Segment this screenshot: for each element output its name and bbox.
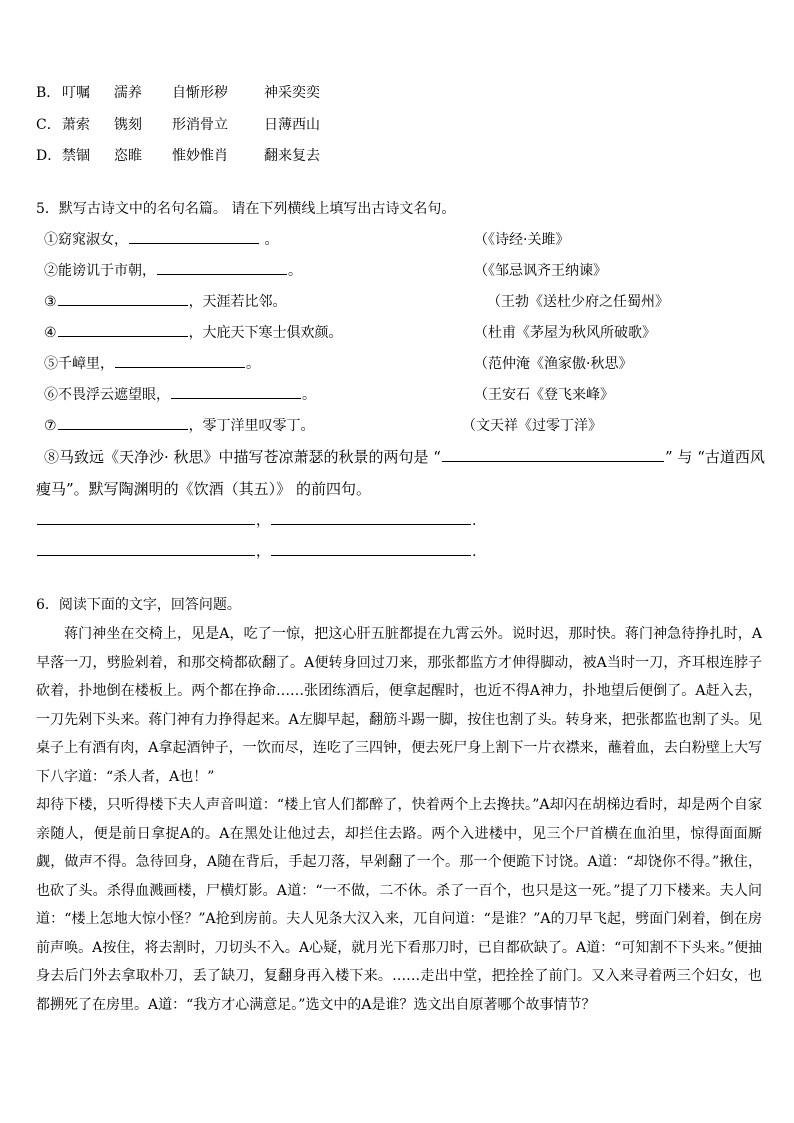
fill-item-source: （王安石《登飞来峰》 <box>474 387 614 403</box>
fill-item-suffix: 。 <box>302 387 316 403</box>
fill-item-prefix: ⑧马致远《天净沙· 秋思》中描写苍凉萧瑟的秋景的两句是 “ <box>44 448 441 466</box>
fill-item-suffix: 。 <box>288 263 302 279</box>
fill-item-suffix: ，天涯若比邻。 <box>188 294 287 310</box>
answer-blank[interactable] <box>58 416 188 430</box>
answer-blank[interactable] <box>157 261 287 275</box>
answer-blank[interactable] <box>271 511 471 525</box>
answer-line <box>36 510 476 530</box>
fill-item-prefix: ⑥不畏浮云遮望眼， <box>44 387 170 403</box>
option-word: 神采奕奕 <box>264 85 320 101</box>
fill-item-7 <box>44 415 315 435</box>
fill-item-6 <box>44 384 316 404</box>
answer-blank[interactable] <box>171 385 301 399</box>
answer-blank[interactable] <box>37 511 255 525</box>
fill-item-suffix: 。 <box>260 232 279 248</box>
fill-item-8 <box>44 446 765 467</box>
fill-item-5 <box>44 353 260 373</box>
option-word: 日薄西山 <box>264 117 320 133</box>
option-b <box>36 82 356 102</box>
blank-separator: ， <box>256 544 270 560</box>
fill-item-prefix: ④ <box>44 325 57 341</box>
blank-end: . <box>472 513 477 529</box>
fill-item-source: （范仲淹《渔家傲·秋思》 <box>474 356 633 372</box>
fill-item-suffix: ，零丁洋里叹零丁。 <box>188 418 315 434</box>
option-c <box>36 114 356 134</box>
option-word: 恣睢 <box>114 148 142 164</box>
fill-item-source: （文天祥《过零丁洋》 <box>462 418 602 434</box>
option-word: 镌刻 <box>114 117 142 133</box>
option-word: 叮嘱 <box>62 85 90 101</box>
fill-item-suffix: ” 与 “古道西风 <box>664 448 765 466</box>
fill-item-suffix: 。 <box>246 356 260 372</box>
fill-item-prefix: ②能谤讥于市朝， <box>44 263 156 279</box>
passage-paragraph: 蒋门神坐在交椅上，见是A，吃了一惊，把这心肝五脏都提在九霄云外。说时迟，那时快。蒋门神急待挣扎时，A早落一刀，劈脸剁着，和那交椅都砍翻了。A便转身回过刀来，那张都监方才伸得脚动，被A当时一刀，齐耳根连脖子砍着，扑地倒在楼板上。两个都在挣命……张团练酒后，便拿起醒时，也近不得A神力，扑地望后便倒了。A赶入去，一刀先剁下头来。蒋门神有力挣得起来。A左脚早起，翻筋斗踢一脚，按住也割了头。转身来，把张都监也割了头。见桌子上有酒有肉，A拿起酒钟子，一饮而尽，连吃了三四钟，便去死尸身上割下一片衣襟来，蘸着血，去白粉壁上大写下八字道：“杀人者，A也！” <box>36 626 762 785</box>
option-word: 形消骨立 <box>172 117 228 133</box>
option-label: D． <box>36 148 62 164</box>
fill-item-source: （王勃《送杜少府之任蜀州》 <box>487 294 669 310</box>
option-d <box>36 145 356 165</box>
question-5-title: 5．默写古诗文中的名句名篇。 请在下列横线上填写出古诗文名句。 <box>36 201 456 217</box>
answer-blank[interactable] <box>129 230 259 244</box>
fill-item-source: （《诗经·关雎》 <box>474 232 570 248</box>
fill-item-prefix: ⑦ <box>44 418 57 434</box>
option-word: 自惭形秽 <box>172 85 228 101</box>
answer-blank[interactable] <box>271 542 471 556</box>
blank-separator: ， <box>256 513 270 529</box>
fill-item-prefix: ③ <box>44 294 57 310</box>
question-prompt: 选文中的A是谁？选文出自原著哪个故事情节？ <box>305 996 596 1013</box>
answer-blank[interactable] <box>115 354 245 368</box>
blank-end: . <box>472 544 477 560</box>
fill-item-source: （杜甫《茅屋为秋风所破歌》 <box>474 325 656 341</box>
option-word: 翻来复去 <box>264 148 320 164</box>
option-word: 禁锢 <box>62 148 90 164</box>
passage-text: 却待下楼，只听得楼下夫人声音叫道：“楼上官人们都醉了，快着两个上去搀扶。”A却闪在胡梯边看时，却是两个自家亲随人，便是前日拿捉A的。A在黑处让他过去，却拦住去路。两个入进楼中，见三个尸首横在血泊里，惊得面面厮觑，做声不得。急待回身，A随在背后，手起刀落，早剁翻了一个。那一个便跪下讨饶。A道：“却饶你不得。”揪住，也砍了头。杀得血溅画楼，尸横灯影。A道：“一不做，二不休。杀了一百个，也只是这一死。”提了刀下楼来。夫人问道：“楼上怎地大惊小怪？”A抢到房前。夫人见条大汉入来，兀自问道：“是谁？”A的刀早飞起，劈面门剁着，倒在房前声唤。A按住，将去割时，刀切头不入。A心疑，就月光下看那刀时，已自都砍缺了。A道：“可知割不下头来。”便抽身去后门外去拿取朴刀，丢了缺刀，复翻身再入楼下来。……走出中堂，把拴拴了前门。又入来寻着两三个妇女，也都搠死了在房里。A道：“我方才心满意足。” <box>36 797 762 1013</box>
question-6-title: 6．阅读下面的文字，回答问题。 <box>36 597 241 613</box>
fill-item-1 <box>44 229 278 249</box>
answer-blank[interactable] <box>58 292 188 306</box>
answer-blank[interactable] <box>442 448 664 462</box>
option-word: 濡养 <box>114 85 142 101</box>
option-label: C． <box>36 117 61 133</box>
answer-line <box>36 541 476 561</box>
fill-item-suffix: ，大庇天下寒士俱欢颜。 <box>188 325 343 341</box>
passage-paragraph <box>36 791 762 1019</box>
fill-item-4 <box>44 322 343 342</box>
answer-blank[interactable] <box>58 323 188 337</box>
fill-item-prefix: ①窈窕淑女， <box>44 232 128 248</box>
option-label: B． <box>36 85 61 101</box>
fill-item-8-continued: 瘦马”。默写陶渊明的《饮酒（其五）》 的前四句。 <box>36 480 371 498</box>
reading-passage <box>36 620 762 1019</box>
answer-blank[interactable] <box>37 542 255 556</box>
fill-item-3 <box>44 291 287 311</box>
fill-item-prefix: ⑤千嶂里， <box>44 356 114 372</box>
option-word: 萧索 <box>62 117 90 133</box>
option-word: 惟妙惟肖 <box>172 148 228 164</box>
fill-item-source: （《邹忌讽齐王纳谏》 <box>474 263 607 279</box>
fill-item-2 <box>44 260 302 280</box>
